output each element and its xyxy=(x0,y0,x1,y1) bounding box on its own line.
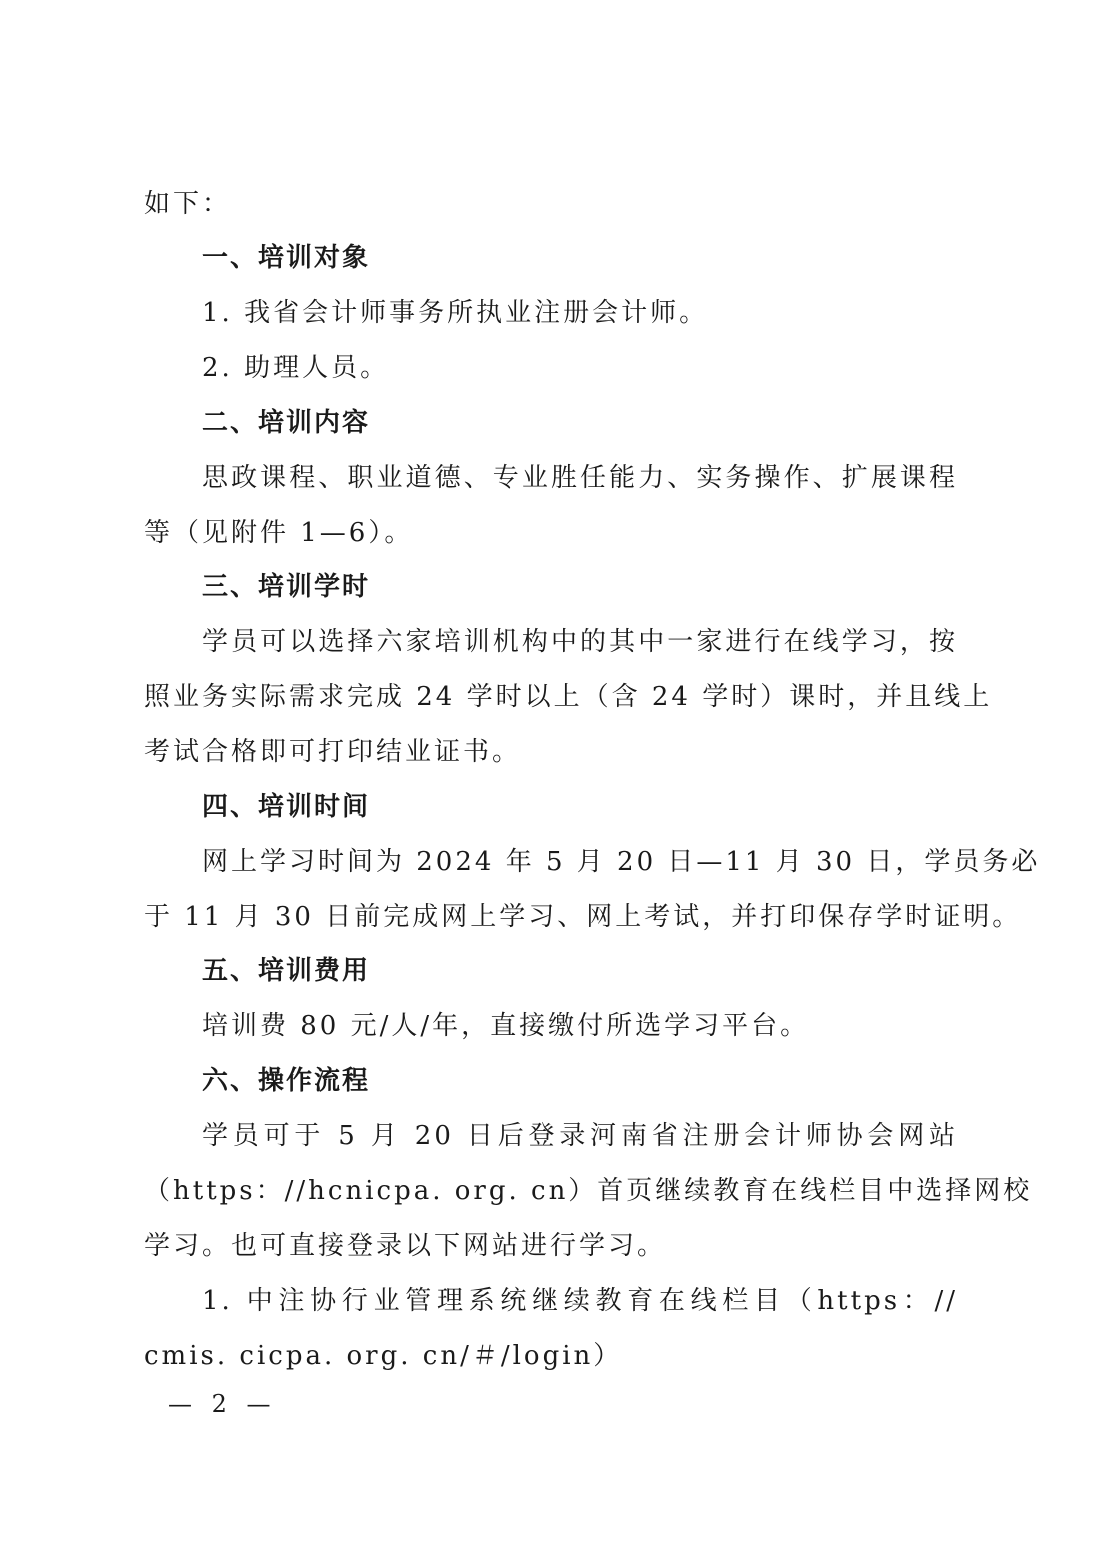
section-heading-1: 一、培训对象 xyxy=(202,243,371,273)
paragraph-line: 思政课程、职业道德、专业胜任能力、实务操作、扩展课程 xyxy=(202,463,958,493)
section-heading-3: 三、培训学时 xyxy=(202,572,371,602)
paragraph-line: 1. 我省会计师事务所执业注册会计师。 xyxy=(202,298,709,328)
paragraph-line-url: （https：//hcnicpa. org. cn）首页继续教育在线栏目中选择网校 xyxy=(144,1176,1033,1206)
paragraph-line: 网上学习时间为 2024 年 5 月 20 日—11 月 30 日，学员务必 xyxy=(202,847,1041,877)
paragraph-line: 照业务实际需求完成 24 学时以上（含 24 学时）课时，并且线上 xyxy=(144,682,993,712)
section-heading-5: 五、培训费用 xyxy=(202,956,371,986)
section-heading-4: 四、培训时间 xyxy=(202,792,371,822)
paragraph-line: 学习。也可直接登录以下网站进行学习。 xyxy=(144,1231,667,1261)
page-number: — 2 — xyxy=(168,1390,277,1418)
paragraph-line: 1. 中注协行业管理系统继续教育在线栏目（https：// xyxy=(202,1286,958,1316)
paragraph-line-url: cmis. cicpa. org. cn/＃/login） xyxy=(144,1341,623,1371)
paragraph-line: 于 11 月 30 日前完成网上学习、网上考试，并打印保存学时证明。 xyxy=(144,902,1022,932)
paragraph-line: 学员可于 5 月 20 日后登录河南省注册会计师协会网站 xyxy=(202,1121,958,1151)
paragraph-line: 2. 助理人员。 xyxy=(202,353,390,383)
section-heading-2: 二、培训内容 xyxy=(202,408,371,438)
paragraph-line: 考试合格即可打印结业证书。 xyxy=(144,737,522,767)
paragraph-line: 等（见附件 1—6）。 xyxy=(144,518,414,548)
paragraph-line: 学员可以选择六家培训机构中的其中一家进行在线学习，按 xyxy=(202,627,958,657)
intro-text: 如下： xyxy=(144,189,232,219)
paragraph-line: 培训费 80 元/人/年，直接缴付所选学习平台。 xyxy=(202,1011,810,1041)
section-heading-6: 六、操作流程 xyxy=(202,1066,371,1096)
